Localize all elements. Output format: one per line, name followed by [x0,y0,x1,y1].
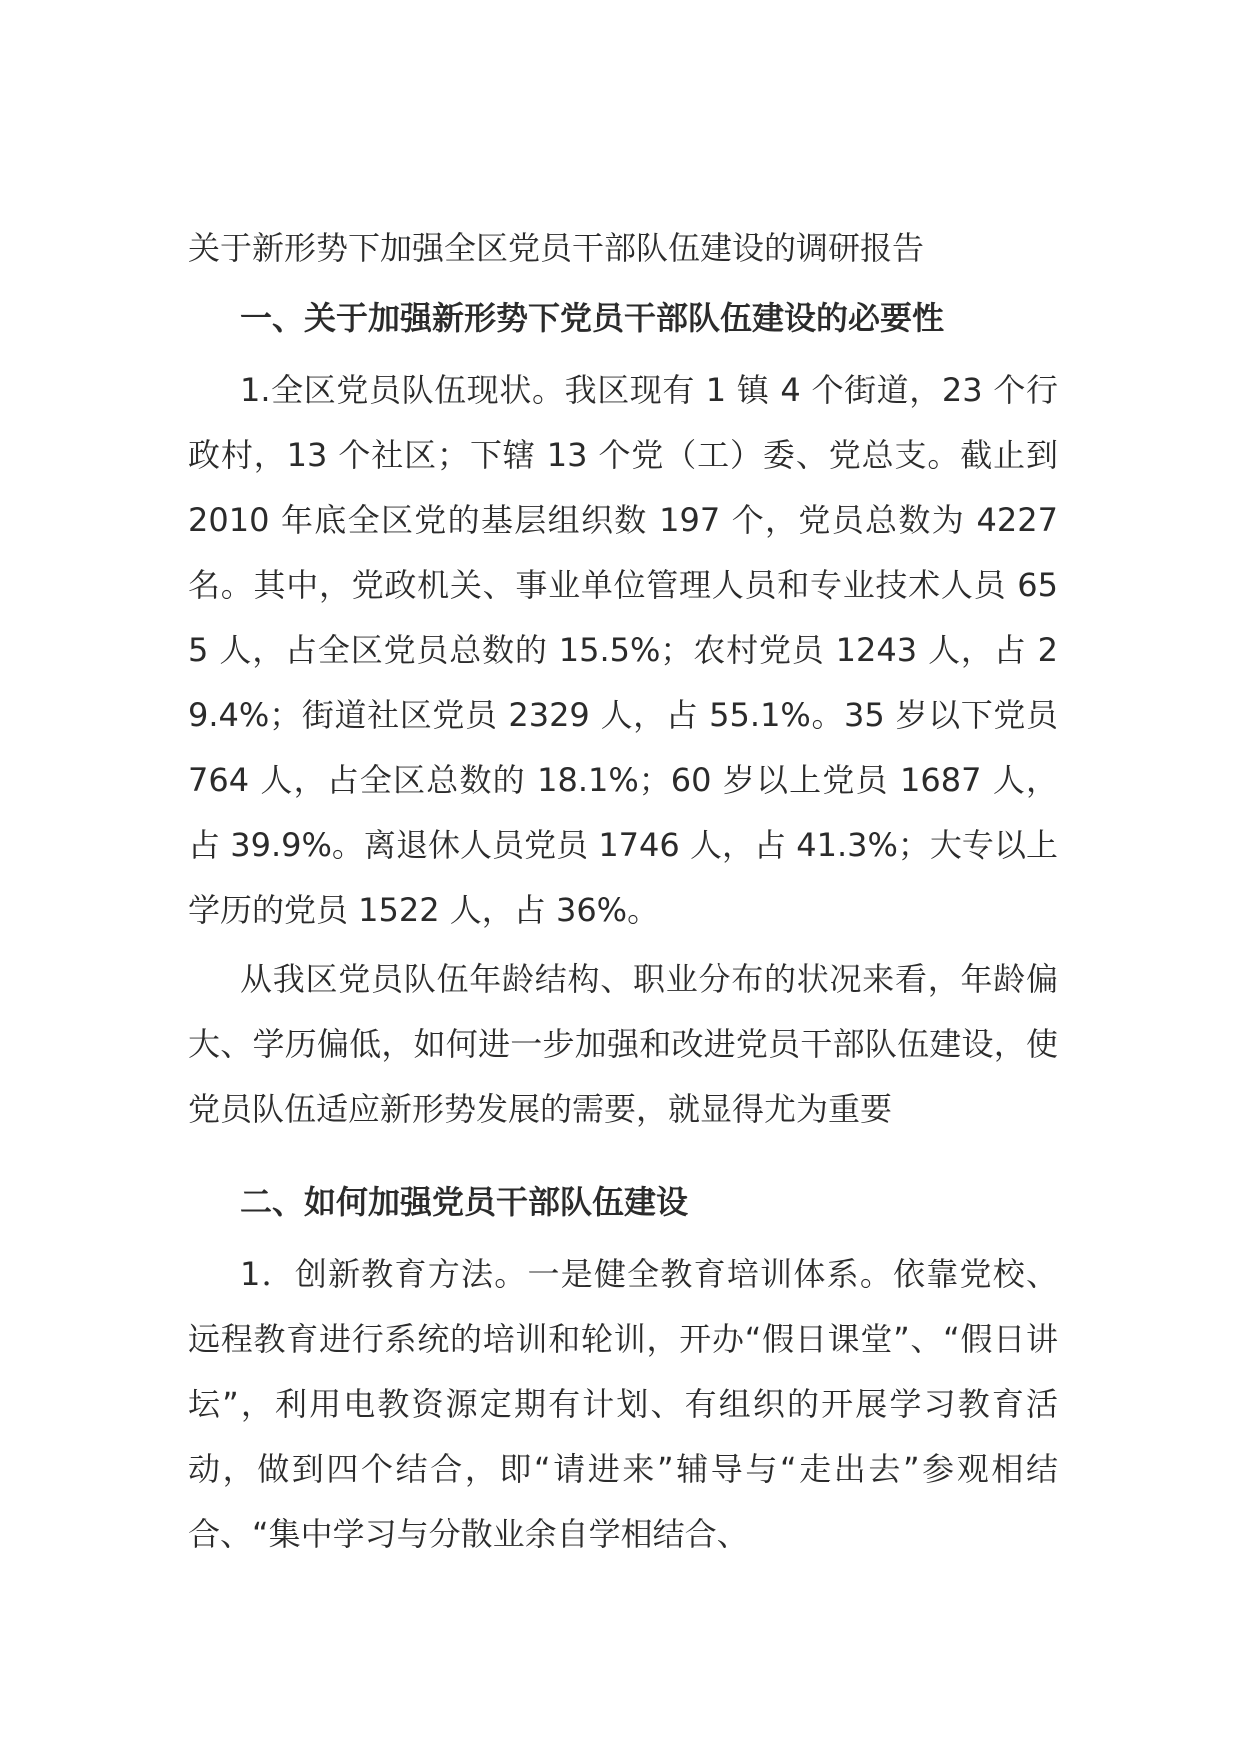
section-heading-2: 二、如何加强党员干部队伍建设 [240,1183,689,1221]
paragraph-education-methods: 1．创新教育方法。一是健全教育培训体系。依靠党校、远程教育进行系统的培训和轮训，开办“假日课堂”、“假日讲坛”，利用电教资源定期有计划、有组织的开展学习教育活动，做到四个结合，即“请进来”辅导与“走出去”参观相结合、“集中学习与分散业余自学相结合、 [188,1255,1058,1553]
paragraph-analysis: 从我区党员队伍年龄结构、职业分布的状况来看，年龄偏大、学历偏低，如何进一步加强和改进党员干部队伍建设，使党员队伍适应新形势发展的需要，就显得尤为重要 [188,960,1058,1128]
document-body [188,224,1058,1567]
section-spacer [188,1142,1058,1178]
document-title: 关于新形势下加强全区党员干部队伍建设的调研报告 [188,229,925,267]
paragraph-party-status: 1.全区党员队伍现状。我区现有 1 镇 4 个街道，23 个行政村，13 个社区；下辖 13 个党（工）委、党总支。截止到 2010 年底全区党的基层组织数 197 个，党员总数为 4227 名。其中，党政机关、事业单位管理人员和专业技术人员 655 人，占全区党员总数的 15.5%；农村党员 1243 人，占 29.4%；街道社区党员 2329 人，占 55.1%。35 岁以下党员 764 人，占全区总数的 18.1%；60 岁以上党员 1687 人，占 39.9%。离退休人员党员 1746 人，占 41.3%；大专以上学历的党员 1522 人，占 36%。 [188,371,1058,929]
section-heading-1: 一、关于加强新形势下党员干部队伍建设的必要性 [240,299,945,337]
